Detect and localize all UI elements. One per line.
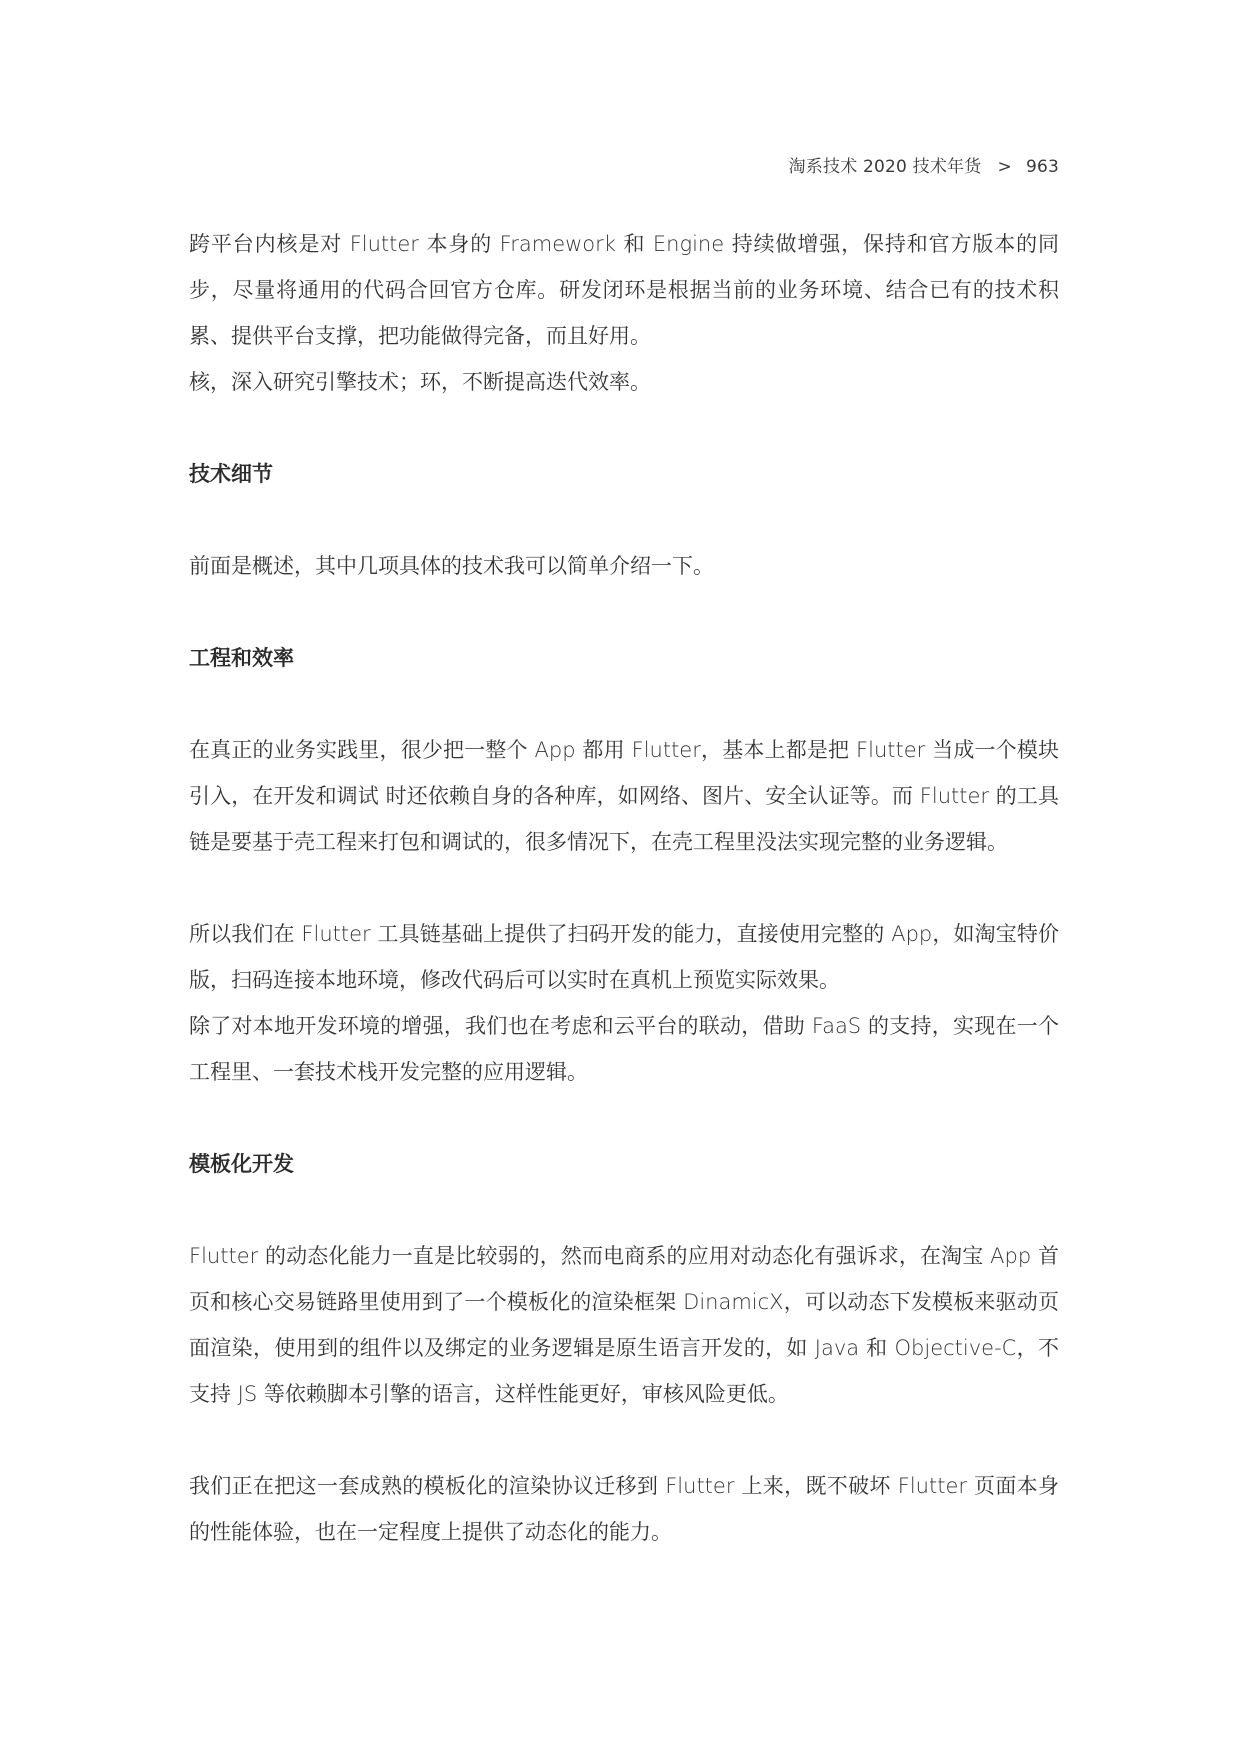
header-separator: >	[997, 157, 1012, 177]
paragraph-cloud: 除了对本地开发环境的增强，我们也在考虑和云平台的联动，借助 FaaS 的支持，实现在一个工程里、一套技术栈开发完整的应用逻辑。	[189, 1014, 1059, 1084]
paragraph-scan-dev: 所以我们在 Flutter 工具链基础上提供了扫码开发的能力，直接使用完整的 App，如淘宝特价版，扫码连接本地环境，修改代码后可以实时在真机上预览实际效果。	[189, 922, 1059, 992]
paragraph-migration: 我们正在把这一套成熟的模板化的渲染协议迁移到 Flutter 上来，既不破坏 Flutter 页面本身的性能体验，也在一定程度上提供了动态化的能力。	[189, 1474, 1059, 1544]
section-heading-template-dev: 模板化开发	[189, 1152, 294, 1176]
page-number: 963	[1025, 157, 1059, 177]
paragraph-core-loop: 核，深入研究引擎技术；环，不断提高迭代效率。	[189, 370, 651, 394]
section-heading-tech-details: 技术细节	[189, 462, 273, 486]
paragraph-practice: 在真正的业务实践里，很少把一整个 App 都用 Flutter，基本上都是把 Flutter 当成一个模块引入，在开发和调试 时还依赖自身的各种库，如网络、图片、安全认证等。而 Flutter 的工具链是要基于壳工程来打包和调试的，很多情况下，在壳工程里没法实现完整的业务逻辑。	[189, 738, 1059, 854]
paragraph-dynamic: Flutter 的动态化能力一直是比较弱的，然而电商系的应用对动态化有强诉求，在淘宝 App 首页和核心交易链路里使用到了一个模板化的渲染框架 DinamicX，可以动态下发模板来驱动页面渲染，使用到的组件以及绑定的业务逻辑是原生语言开发的，如 Java 和 Objective-C，不支持 JS 等依赖脚本引擎的语言，这样性能更好，审核风险更低。	[189, 1244, 1059, 1406]
paragraph-overview: 前面是概述，其中几项具体的技术我可以简单介绍一下。	[189, 554, 714, 578]
section-heading-engineering: 工程和效率	[189, 646, 294, 670]
running-header	[789, 152, 1059, 177]
paragraph-intro: 跨平台内核是对 Flutter 本身的 Framework 和 Engine 持续做增强，保持和官方版本的同步，尽量将通用的代码合回官方仓库。研发闭环是根据当前的业务环境、结合已有的技术积累、提供平台支撑，把功能做得完备，而且好用。	[189, 232, 1059, 348]
page-body	[189, 221, 1059, 1555]
book-title: 淘系技术 2020 技术年货	[788, 157, 982, 177]
